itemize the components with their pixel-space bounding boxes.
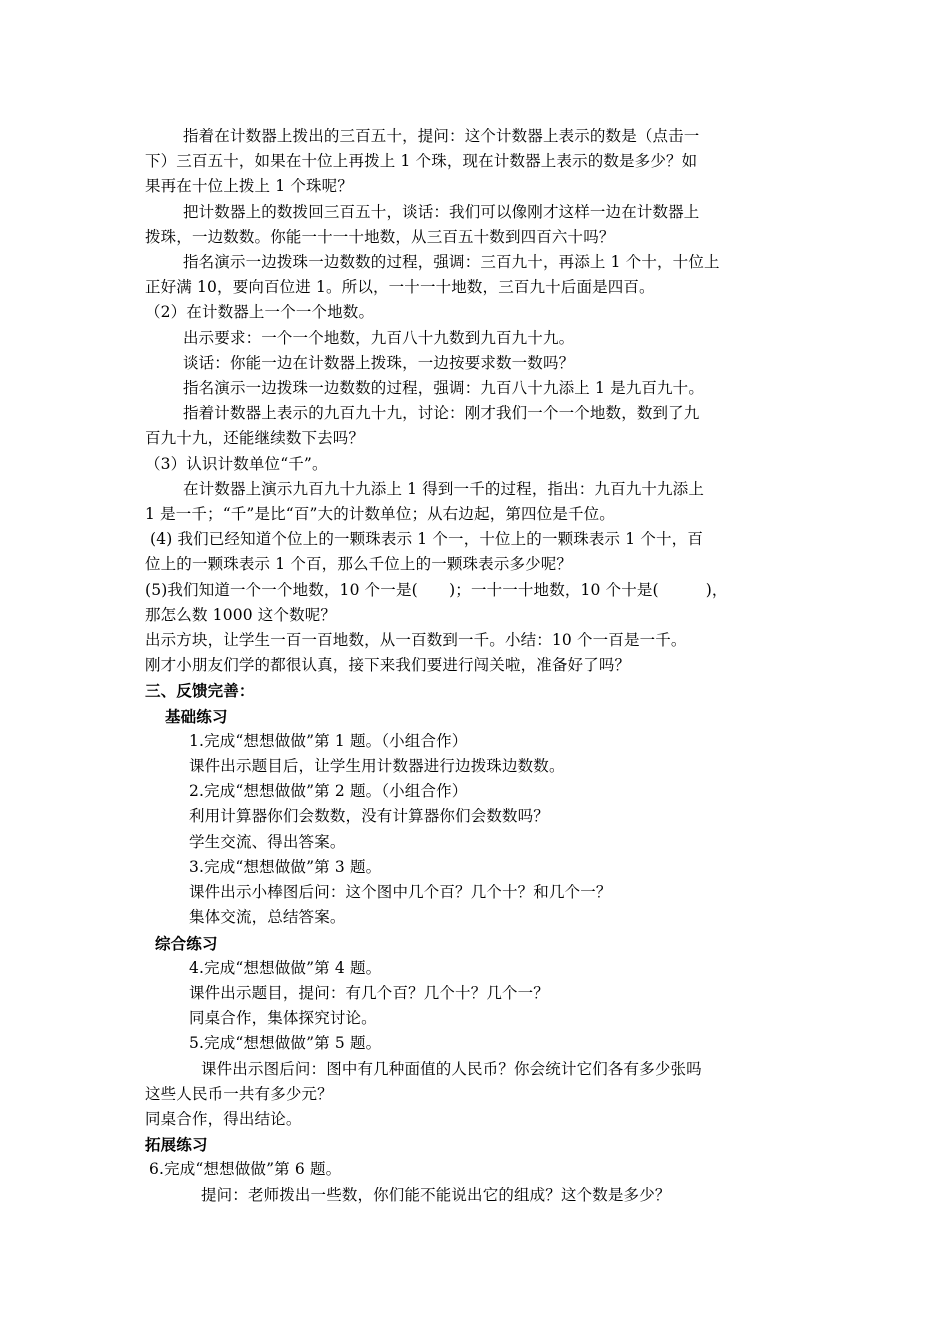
paragraph-line: 下）三百五十，如果在十位上再拨上 1 个珠，现在计数器上表示的数是多少？如	[145, 152, 698, 171]
paragraph-line: 在计数器上演示九百九十九添上 1 得到一千的过程，指出：九百九十九添上	[183, 479, 704, 498]
step-heading: （2）在计数器上一个一个地数。	[145, 303, 375, 322]
paragraph-line: 拨珠，一边数数。你能一十一十地数，从三百五十数到四百六十吗？	[145, 227, 615, 246]
paragraph-line: 课件出示题目，提问：有几个百？几个十？几个一？	[189, 983, 549, 1002]
paragraph-line: 指名演示一边拨珠一边数数的过程，强调：三百九十，再添上 1 个十，十位上	[183, 253, 720, 272]
paragraph-line: 学生交流、得出答案。	[189, 832, 346, 851]
paragraph-line: 指着计数器上表示的九百九十九，讨论：刚才我们一个一个地数，数到了九	[183, 404, 700, 423]
paragraph-line: 果再在十位上拨上 1 个珠呢？	[145, 177, 353, 196]
paragraph-line: 百九十九，还能继续数下去吗？	[145, 429, 365, 448]
lesson-plan-text	[145, 124, 810, 1208]
exercise-item: 2.完成“想想做做”第 2 题。（小组合作）	[189, 782, 468, 801]
paragraph-line: 出示方块，让学生一百一百地数，从一百数到一千。小结：10 个一百是一千。	[145, 631, 687, 650]
question-line: (4) 我们已经知道个位上的一颗珠表示 1 个一，十位上的一颗珠表示 1 个十，百	[150, 530, 703, 549]
section-heading: 三、反馈完善：	[145, 681, 255, 701]
paragraph-line: 集体交流，总结答案。	[189, 908, 346, 927]
paragraph-line: 位上的一颗珠表示 1 个百，那么千位上的一颗珠表示多少呢？	[145, 555, 573, 574]
subsection-heading: 拓展练习	[145, 1135, 208, 1155]
paragraph-line: 正好满 10，要向百位进 1。所以，一十一十地数，三百九十后面是四百。	[145, 278, 655, 297]
paragraph-line: 谈话：你能一边在计数器上拨珠，一边按要求数一数吗？	[183, 353, 575, 372]
paragraph-line: 出示要求：一个一个地数，九百八十九数到九百九十九。	[183, 328, 575, 347]
paragraph-line: 指着在计数器上拨出的三百五十，提问：这个计数器上表示的数是（点击一	[183, 127, 700, 145]
paragraph-line: 刚才小朋友们学的都很认真，接下来我们要进行闯关啦，准备好了吗？	[145, 656, 631, 675]
paragraph-line: 课件出示小棒图后问：这个图中几个百？几个十？和几个一？	[189, 883, 612, 902]
paragraph-line: 把计数器上的数拨回三百五十，谈话：我们可以像刚才这样一边在计数器上	[183, 202, 700, 221]
question-line: (5)我们知道一个一个地数，10 个一是( )；一十一十地数，10 个十是( )，	[145, 580, 728, 599]
exercise-item: 3.完成“想想做做”第 3 题。	[189, 857, 382, 876]
paragraph-line: 这些人民币一共有多少元？	[145, 1084, 333, 1103]
subsection-heading: 基础练习	[165, 706, 228, 726]
exercise-item: 5.完成“想想做做”第 5 题。	[189, 1034, 382, 1053]
paragraph-line: 课件出示题目后，让学生用计数器进行边拨珠边数数。	[189, 757, 565, 776]
step-heading: （3）认识计数单位“千”。	[145, 454, 328, 473]
paragraph-line: 课件出示图后问：图中有几种面值的人民币？你会统计它们各有多少张吗	[201, 1059, 702, 1078]
exercise-item: 1.完成“想想做做”第 1 题。（小组合作）	[189, 731, 468, 750]
subsection-heading: 综合练习	[155, 933, 218, 953]
paragraph-line: 指名演示一边拨珠一边数数的过程，强调：九百八十九添上 1 是九百九十。	[183, 379, 704, 398]
paragraph-line: 同桌合作，得出结论。	[145, 1109, 302, 1128]
paragraph-line: 提问：老师拨出一些数，你们能不能说出它的组成？这个数是多少？	[201, 1185, 671, 1204]
exercise-item: 4.完成“想想做做”第 4 题。	[189, 958, 382, 977]
paragraph-line: 利用计算器你们会数数，没有计算器你们会数数吗？	[189, 807, 549, 826]
paragraph-line: 同桌合作，集体探究讨论。	[189, 1009, 377, 1028]
paragraph-line: 1 是一千；“千”是比“百”大的计数单位；从右边起，第四位是千位。	[145, 505, 615, 524]
paragraph-line: 那怎么数 1000 这个数呢？	[145, 605, 337, 624]
exercise-item: 6.完成“想想做做”第 6 题。	[149, 1160, 342, 1179]
